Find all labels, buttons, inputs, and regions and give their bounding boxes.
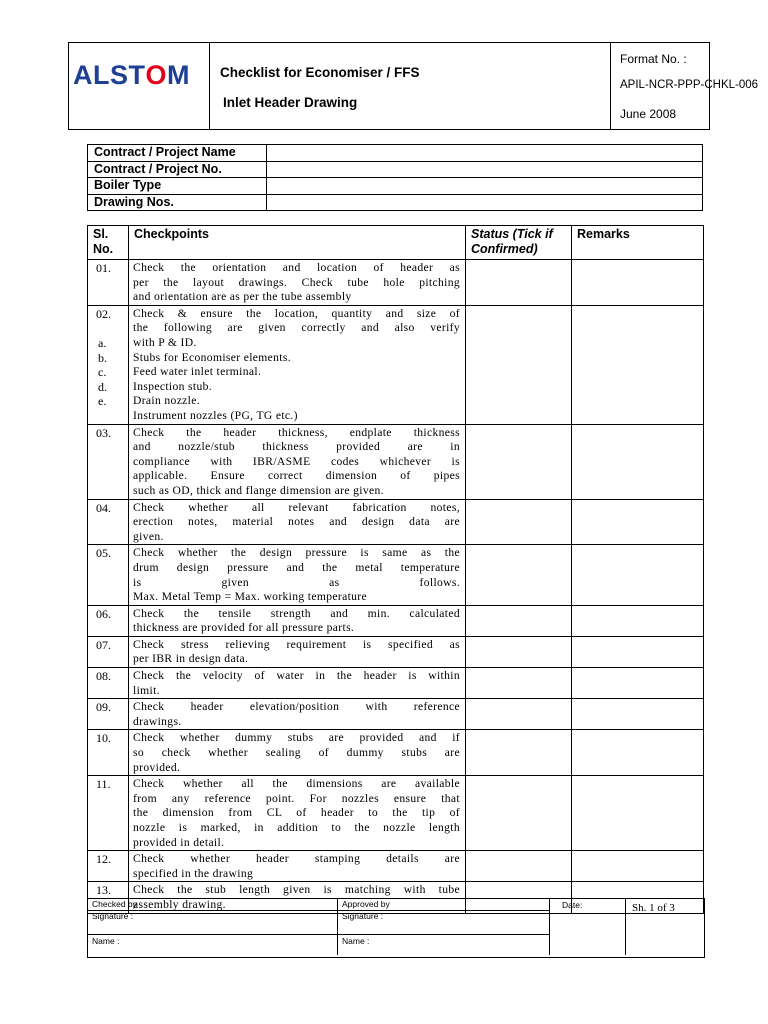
checkpoint-line: compliance with IBR/ASME codes whichever is <box>133 454 460 468</box>
checkpoint-line: is given as follows. <box>133 575 460 589</box>
project-info-row <box>88 161 703 178</box>
remarks-cell[interactable] <box>572 424 704 499</box>
approved-signature-cell <box>338 911 550 935</box>
sub-item-letter: a. <box>98 335 107 350</box>
sub-item-letter: e. <box>98 394 107 409</box>
project-info-row <box>88 178 703 195</box>
checkpoint-line: drawings. <box>133 714 182 728</box>
document-header <box>68 42 759 130</box>
checked-name-label: Name : <box>92 936 120 946</box>
format-label: Format No. : <box>620 52 687 66</box>
remarks-cell[interactable] <box>572 699 704 730</box>
remarks-cell[interactable] <box>572 260 704 306</box>
col-header-remarks: Remarks <box>572 226 704 260</box>
row-number-text: 13. <box>96 883 111 898</box>
sub-item-letter: b. <box>98 350 107 365</box>
remarks-cell[interactable] <box>572 605 704 636</box>
remarks-cell[interactable] <box>572 851 704 882</box>
checked-signature-cell <box>88 911 338 935</box>
status-cell[interactable] <box>466 730 572 776</box>
project-info-label: Drawing Nos. <box>88 194 267 211</box>
checked-by-header <box>88 899 338 911</box>
row-number <box>88 699 129 730</box>
checklist-row <box>88 699 704 730</box>
signoff-footer <box>87 898 705 958</box>
checkpoint-text <box>129 851 466 882</box>
row-number-text: 10. <box>96 731 111 746</box>
remarks-cell[interactable] <box>572 776 704 851</box>
checkpoint-line: Check stress relieving requirement is specified as <box>133 637 460 651</box>
checklist-row <box>88 776 704 851</box>
format-code: APIL-NCR-PPP-CHKL-006 <box>620 79 759 91</box>
remarks-cell[interactable] <box>572 545 704 605</box>
checkpoint-line: per the layout drawings. Check tube hole pitching <box>133 275 460 289</box>
checkpoint-line: Check whether all relevant fabrication notes, <box>133 500 460 514</box>
project-info-table <box>87 144 703 211</box>
project-info-value[interactable] <box>267 178 703 195</box>
checklist-row <box>88 605 704 636</box>
checkpoint-text <box>129 668 466 699</box>
status-cell[interactable] <box>466 636 572 667</box>
checkpoint-line: Max. Metal Temp = Max. working temperature <box>133 590 367 604</box>
checkpoint-line: per IBR in design data. <box>133 652 249 666</box>
checkpoint-line: Check whether the design pressure is same as the <box>133 546 460 560</box>
project-info-value[interactable] <box>267 194 703 211</box>
checkpoint-line: the following are given correctly and also verify <box>133 321 460 335</box>
row-number <box>88 260 129 306</box>
checkpoint-sub-item: Inspection stub. <box>133 379 213 393</box>
status-cell[interactable] <box>466 424 572 499</box>
status-cell[interactable] <box>466 668 572 699</box>
checked-name-cell <box>88 935 338 955</box>
checkpoint-text <box>129 424 466 499</box>
status-cell[interactable] <box>466 545 572 605</box>
alstom-logo: ALSTOM <box>73 60 191 90</box>
checkpoint-line: Check the tensile strength and min. calculated <box>133 606 460 620</box>
checkpoint-line: provided in detail. <box>133 835 225 849</box>
row-number <box>88 605 129 636</box>
checkpoint-line: such as OD, thick and flange dimension are given. <box>133 483 384 497</box>
document-title: Checklist for Economiser / FFS <box>220 65 420 80</box>
checkpoint-line: erection notes, material notes and design data are <box>133 515 460 529</box>
row-number <box>88 545 129 605</box>
row-number <box>88 305 129 424</box>
row-number-text: 06. <box>96 606 111 621</box>
checkpoint-sub-item: Instrument nozzles (PG, TG etc.) <box>133 408 298 422</box>
status-cell[interactable] <box>466 699 572 730</box>
checkpoint-text <box>129 776 466 851</box>
sheet-cell <box>626 899 702 955</box>
checklist-row <box>88 636 704 667</box>
col-header-checkpoints: Checkpoints <box>129 226 466 260</box>
row-number-text: 02. <box>96 306 111 321</box>
checkpoint-line: the dimension from CL of header to the tip of <box>133 806 460 820</box>
remarks-cell[interactable] <box>572 636 704 667</box>
sub-item-letter: c. <box>98 365 107 380</box>
checkpoint-text <box>129 499 466 545</box>
status-cell[interactable] <box>466 260 572 306</box>
row-number <box>88 668 129 699</box>
checkpoint-line: Check the orientation and location of header as <box>133 261 460 274</box>
checked-signature-label: Signature : <box>92 911 134 921</box>
checkpoint-line: with P & ID. <box>133 335 197 349</box>
status-cell[interactable] <box>466 776 572 851</box>
checkpoint-sub-item: Feed water inlet terminal. <box>133 365 262 379</box>
checkpoint-line: so check whether sealing of dummy stubs are <box>133 746 460 760</box>
approved-by-label: Approved by <box>342 899 390 909</box>
checkpoint-text <box>129 699 466 730</box>
approved-by-header <box>338 899 550 911</box>
checkpoint-line: Check & ensure the location, quantity and size of <box>133 306 460 320</box>
checkpoint-line: nozzle is marked, in addition to the nozzle length <box>133 821 460 834</box>
checkpoint-line: from any reference point. For nozzles ensure that <box>133 791 460 805</box>
checkpoint-sub-item: Drain nozzle. <box>133 394 200 408</box>
format-cell <box>610 43 759 129</box>
logo-cell <box>69 43 210 129</box>
project-info-value[interactable] <box>267 161 703 178</box>
title-cell <box>209 43 611 129</box>
checklist-row <box>88 424 704 499</box>
checkpoint-line: and orientation are as per the tube assembly <box>133 290 352 304</box>
checklist-table <box>87 225 704 914</box>
row-number-text: 09. <box>96 700 111 715</box>
row-number <box>88 730 129 776</box>
remarks-cell[interactable] <box>572 305 704 424</box>
status-cell[interactable] <box>466 499 572 545</box>
approved-name-label: Name : <box>342 936 370 946</box>
checkpoint-line: Check whether header stamping details are <box>133 852 460 866</box>
checklist-row <box>88 545 704 605</box>
checklist-header-row <box>88 226 704 260</box>
row-number <box>88 851 129 882</box>
status-cell[interactable] <box>466 851 572 882</box>
row-number-text: 11. <box>96 777 111 792</box>
row-number-text: 12. <box>96 852 111 867</box>
sheet-number: Sh. 1 of 3 <box>632 902 675 914</box>
checklist-row <box>88 305 704 424</box>
row-number <box>88 424 129 499</box>
checkpoint-line: Check whether dummy stubs are provided and if <box>133 731 460 745</box>
status-cell[interactable] <box>466 605 572 636</box>
checkpoint-line: and nozzle/stub thickness provided are in <box>133 440 460 454</box>
checkpoint-sub-item: Stubs for Economiser elements. <box>133 350 291 364</box>
checkpoint-line: thickness are provided for all pressure parts. <box>133 621 355 635</box>
remarks-cell[interactable] <box>572 668 704 699</box>
checkpoint-text <box>129 260 466 306</box>
format-date: June 2008 <box>620 107 677 121</box>
project-info-label: Boiler Type <box>88 178 267 195</box>
checkpoint-line: specified in the drawing <box>133 866 254 880</box>
row-number-text: 04. <box>96 500 111 515</box>
status-cell[interactable] <box>466 305 572 424</box>
checkpoint-text <box>129 545 466 605</box>
row-number-text: 07. <box>96 637 111 652</box>
date-label: Date: <box>562 900 583 910</box>
checkpoint-text <box>129 730 466 776</box>
checklist-row <box>88 668 704 699</box>
checkpoint-line: limit. <box>133 683 160 697</box>
spacer <box>96 321 128 336</box>
sub-item-letter: d. <box>98 379 107 394</box>
date-cell <box>550 899 626 955</box>
checklist-row <box>88 499 704 545</box>
row-number <box>88 636 129 667</box>
checkpoint-text <box>129 305 466 424</box>
checkpoint-line: Check the stub length given is matching with tube <box>133 883 460 897</box>
row-number-text: 05. <box>96 546 111 561</box>
col-header-status: Status (Tick if Confirmed) <box>466 226 572 260</box>
checked-by-label: Checked by <box>92 899 137 909</box>
row-number-text: 03. <box>96 425 111 440</box>
project-info-row <box>88 145 703 162</box>
checkpoint-text <box>129 636 466 667</box>
checklist-row <box>88 260 704 306</box>
checkpoint-line: applicable. Ensure correct dimension of pipes <box>133 469 460 483</box>
document-subtitle: Inlet Header Drawing <box>223 95 358 110</box>
remarks-cell[interactable] <box>572 499 704 545</box>
checkpoint-text <box>129 605 466 636</box>
checkpoint-line: provided. <box>133 760 181 774</box>
project-info-value[interactable] <box>267 145 703 162</box>
project-info-label: Contract / Project No. <box>88 161 267 178</box>
checkpoint-line: Check the velocity of water in the header is within <box>133 669 460 683</box>
row-number-text: 08. <box>96 669 111 684</box>
project-info-row <box>88 194 703 211</box>
checklist-row <box>88 730 704 776</box>
row-number <box>88 776 129 851</box>
approved-signature-label: Signature : <box>342 911 384 921</box>
col-header-sl-no: Sl. No. <box>88 226 129 260</box>
checkpoint-line: Check the header thickness, endplate thickness <box>133 425 460 439</box>
approved-name-cell <box>338 935 550 955</box>
checklist-row <box>88 851 704 882</box>
project-info-label: Contract / Project Name <box>88 145 267 162</box>
checkpoint-line: assembly drawing. <box>133 897 226 911</box>
row-number <box>88 499 129 545</box>
checkpoint-line: drum design pressure and the metal temperature <box>133 560 460 574</box>
remarks-cell[interactable] <box>572 730 704 776</box>
checkpoint-line: Check header elevation/position with reference <box>133 700 460 714</box>
checkpoint-line: given. <box>133 529 164 543</box>
checkpoint-line: Check whether all the dimensions are available <box>133 777 460 791</box>
row-number-text: 01. <box>96 261 111 275</box>
